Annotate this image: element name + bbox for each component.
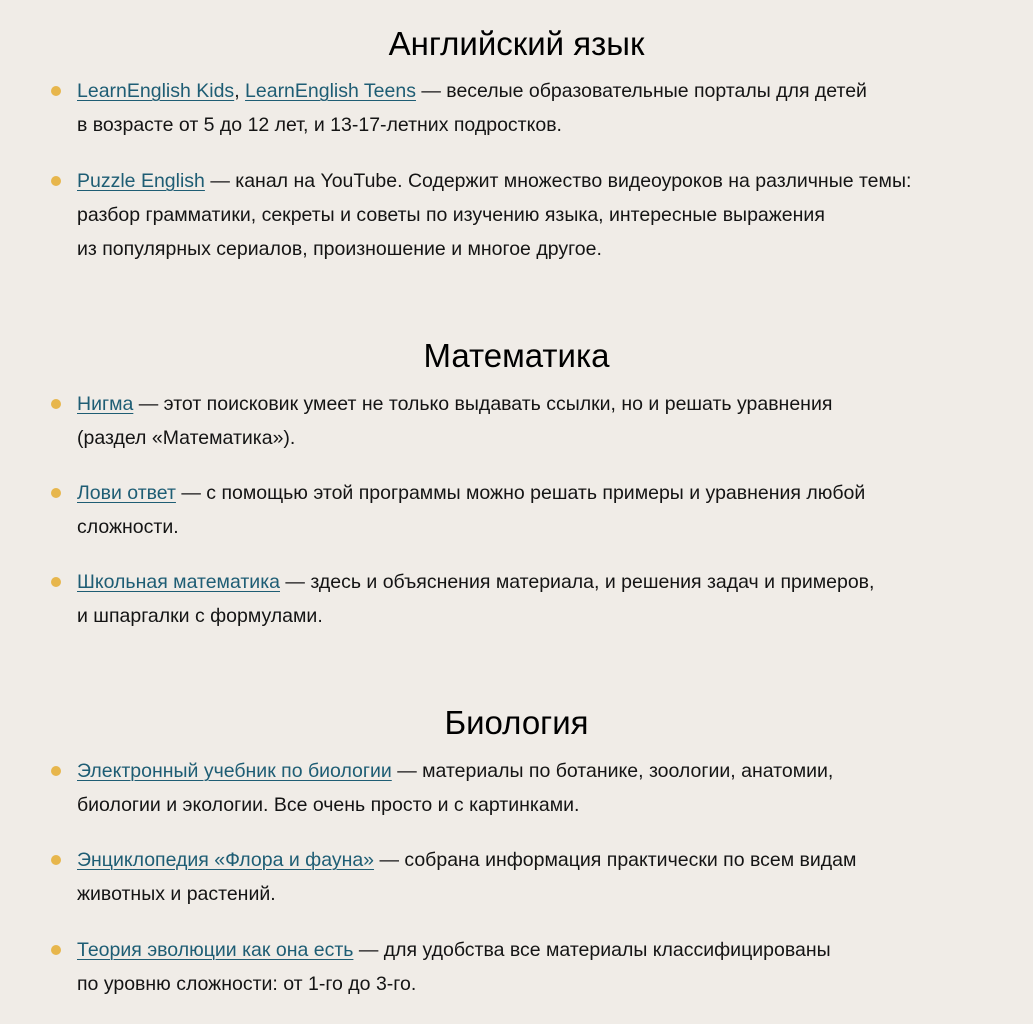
section-title-english: Английский язык	[388, 25, 645, 62]
item-description: — для удобства все материалы классифицированы	[353, 939, 831, 961]
item-line: (раздел «Математика»).	[77, 427, 296, 449]
item-line: по уровню сложности: от 1-го до 3-го.	[77, 973, 417, 995]
bullet-icon	[51, 176, 61, 186]
lovi-otvet-link[interactable]: Лови ответ	[77, 482, 176, 504]
item-line: из популярных сериалов, произношение и многое другое.	[77, 238, 602, 260]
list-item-learnenglish	[77, 74, 1017, 142]
list-item-nigma	[77, 387, 1017, 455]
item-line: разбор грамматики, секреты и советы по изучению языка, интересные выражения	[77, 204, 825, 226]
puzzle-english-link[interactable]: Puzzle English	[77, 170, 205, 192]
bullet-icon	[51, 945, 61, 955]
list-item-flora-fauna	[77, 843, 1017, 911]
bullet-icon	[51, 86, 61, 96]
item-line: сложности.	[77, 516, 179, 538]
evolution-link[interactable]: Теория эволюции как она есть	[77, 939, 354, 961]
school-math-link[interactable]: Школьная математика	[77, 571, 280, 593]
flora-fauna-link[interactable]: Энциклопедия «Флора и фауна»	[77, 849, 375, 871]
item-description: — с помощью этой программы можно решать примеры и уравнения любой	[175, 482, 866, 504]
item-description: — канал на YouTube. Содержит множество видеоуроков на различные темы:	[204, 170, 912, 192]
item-line	[77, 565, 1017, 599]
item-line: животных и растений.	[77, 883, 276, 905]
learnenglish-kids-link[interactable]: LearnEnglish Kids	[77, 80, 235, 102]
list-item-school-math	[77, 565, 1017, 633]
item-description: — материалы по ботанике, зоологии, анатомии,	[391, 760, 834, 782]
bullet-icon	[51, 488, 61, 498]
item-description: — здесь и объяснения материала, и решения задач и примеров,	[280, 571, 875, 593]
nigma-link[interactable]: Нигма	[77, 393, 134, 415]
bullet-icon	[51, 855, 61, 865]
learnenglish-teens-link[interactable]: LearnEnglish Teens	[245, 80, 416, 102]
bullet-icon	[51, 399, 61, 409]
item-line: и шпаргалки с формулами.	[77, 605, 323, 627]
section-title-biology: Биология	[444, 704, 589, 741]
item-line: в возрасте от 5 до 12 лет, и 13-17-летних подростков.	[77, 114, 562, 136]
item-line	[77, 387, 1017, 421]
item-description: — этот поисковик умеет не только выдавать ссылки, но и решать уравнения	[133, 393, 833, 415]
item-description: — собрана информация практически по всем видам	[374, 849, 857, 871]
item-line	[77, 476, 1017, 510]
link-separator: ,	[234, 80, 246, 102]
section-title-math: Математика	[423, 337, 610, 374]
item-line	[77, 74, 1017, 108]
item-line: биологии и экологии. Все очень просто и с картинками.	[77, 794, 580, 816]
item-description: — веселые образовательные порталы для детей	[415, 80, 867, 102]
list-item-bio-textbook	[77, 754, 1017, 822]
list-item-evolution	[77, 933, 1017, 1001]
item-line	[77, 754, 1017, 788]
list-item-puzzle-english	[77, 164, 1017, 266]
bio-textbook-link[interactable]: Электронный учебник по биологии	[77, 760, 392, 782]
item-line	[77, 164, 1017, 198]
item-line	[77, 933, 1017, 967]
list-item-lovi-otvet	[77, 476, 1017, 544]
bullet-icon	[51, 577, 61, 587]
bullet-icon	[51, 766, 61, 776]
item-line	[77, 843, 1017, 877]
